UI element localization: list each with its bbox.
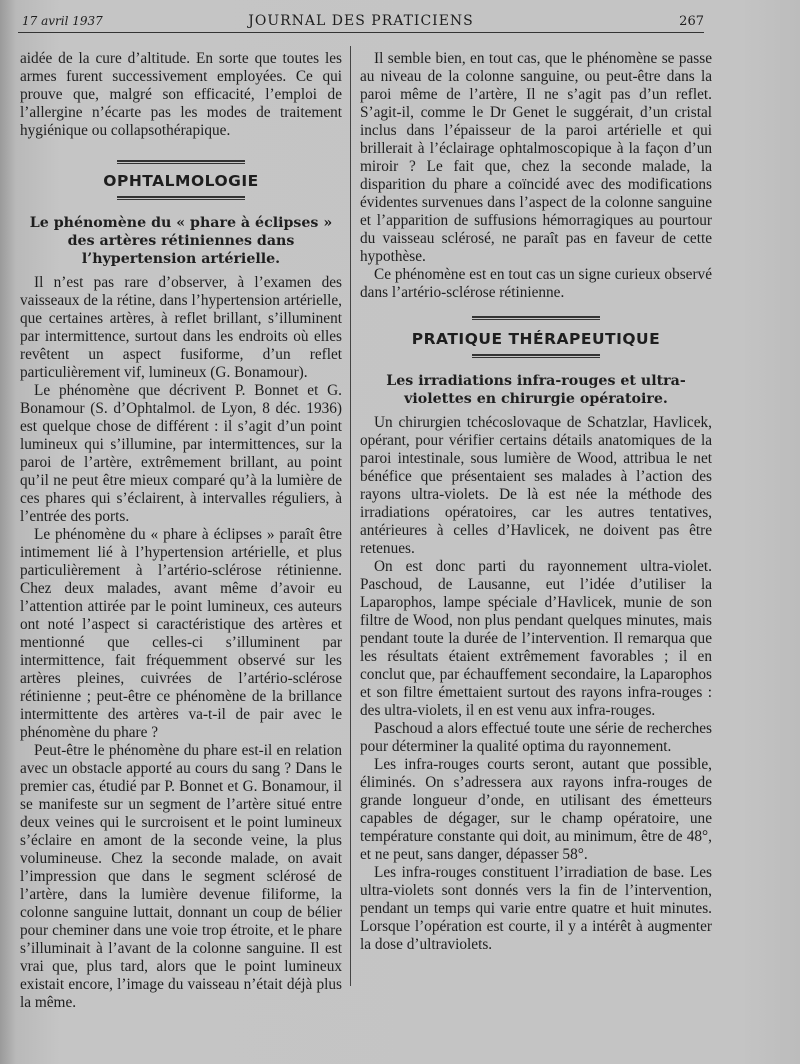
article-paragraph: Ce phénomène est en tout cas un signe curieux observé dans l’artério-sclérose rétinienne. bbox=[360, 266, 712, 301]
article-paragraph: Paschoud a alors effectué toute une série de recherches pour déterminer la qualité optima du rayonnement. bbox=[360, 720, 712, 755]
article-title-irradiations: Les irradiations infra-rouges et ultra-violettes en chirurgie opératoire. bbox=[386, 373, 686, 407]
column-divider bbox=[350, 46, 351, 986]
article-paragraph: On est donc parti du rayonnement ultra-violet. Paschoud, de Lausanne, eut l’idée d’utiliser la Laparophos, lampe spéciale d’Havlicek, munie de son filtre de Wood, non plus pendant quelques minutes, mais pendant toute la durée de l’intervention. Il remarqua que les résultats étaient extrêmement favorables ; il en conclut que, par échauffement secondaire, la Laparophos et son filtre émettaient surtout des rayons infra-rouges : des ultra-violets, il en est venu aux infra-rouges. bbox=[360, 558, 712, 719]
article-paragraph: Il semble bien, en tout cas, que le phénomène se passe au niveau de la colonne sanguine, ou peut-être dans la paroi même de l’artère, Il ne s’agit pas d’un reflet. S’agit-il, comme le Dr Genet le suggérait, d’un cristal inclus dans l’épaisseur de la paroi artérielle et qui brillerait à l’éclairage ophtalmoscopique à la façon d’un miroir ? Le fait que, chez la seconde malade, la disparition du phare a coïncidé avec des modifications évidentes survenues dans l’aspect de la colonne sanguine et l’apparition de suffusions hémorragiques au pourtour du vaisseau sclérosé, ne paraît pas en faveur de cette hypothèse. bbox=[360, 50, 712, 265]
section-heading-pratique: PRATIQUE THÉRAPEUTIQUE bbox=[411, 330, 661, 348]
article-paragraph: Peut-être le phénomène du phare est-il en relation avec un obstacle apporté au cours du sang ? Dans le premier cas, étudié par P. Bonnet et G. Bonamour, il se manifeste sur un segment de l’artère situé entre deux veines qui le surcroisent et le point lumineux s’éclaire en amont de la seconde veine, la plus volumineuse. Chez la seconde malade, on avait l’impression que dans le segment sclérosé de l’artère, dans la lumière devenue filiforme, la colonne sanguine luttait, donnant un coup de bélier pour cheminer dans une voie trop étroite, et le phare s’illuminait à l’avant de la colonne sanguine. Il est vrai que, plus tard, alors que le point lumineux existait encore, l’image du vaisseau n’était déjà plus la même. bbox=[20, 742, 342, 1011]
article-paragraph: Le phénomène du « phare à éclipses » paraît être intimement lié à l’hypertension artérielle, et plus particulièrement à l’artério-sclérose rétinienne. Chez deux malades, avant même d’avoir eu l’attention attirée par le point lumineux, ces auteurs ont noté l’aspect si caractéristique des artères et mentionné que celles-ci s’illuminent par intermittence, fait fréquemment observé sur les artères pleines, cuivrées de l’artério-sclérose rétinienne ; peut-être ce phénomène de la brillance intermittente des artères va-t-il de pair avec le phénomène du phare ? bbox=[20, 526, 342, 741]
article-paragraph: Un chirurgien tchécoslovaque de Schatzlar, Havlicek, opérant, pour vérifier certains détails anatomiques de la paroi intestinale, sous lumière de Wood, attribua le net bénéfice que présentaient ses malades à l’action des rayons ultra-violets. De là est née la méthode des irradiations opératoires, car les autres tentatives, antérieures à celles d’Havlicek, ne doivent pas être retenues. bbox=[360, 414, 712, 557]
page-number: 267 bbox=[679, 14, 704, 29]
journal-title: JOURNAL DES PRATICIENS bbox=[248, 13, 474, 29]
article-title-phare: Le phénomène du « phare à éclipses » des artères rétiniennes dans l’hypertension artérielle. bbox=[29, 215, 333, 267]
running-header bbox=[18, 12, 704, 33]
section-heading-ophtalmologie: OPHTALMOLOGIE bbox=[103, 172, 259, 190]
header-date: 17 avril 1937 bbox=[22, 14, 103, 28]
right-column bbox=[360, 50, 712, 954]
left-column bbox=[20, 50, 342, 1012]
article-paragraph: Les infra-rouges courts seront, autant que possible, éliminés. On s’adressera aux rayons infra-rouges de grande longueur d’onde, en utilisant des émetteurs capables de dégager, sur le champ opératoire, une température constante qui doit, au minimum, être de 48°, et ne peut, sans danger, dépasser 58°. bbox=[360, 756, 712, 863]
article-paragraph: Le phénomène que décrivent P. Bonnet et G. Bonamour (S. d’Ophtalmol. de Lyon, 8 déc. 1936) est quelque chose de différent : il s’agit d’un point lumineux qui s’illumine, par intermittences, sur la paroi de l’artère, extrêmement brillant, au point qu’il ne peut être mieux comparé qu’à la lumière de ces phares qui s’éclairent, à intervalles réguliers, à l’entrée des ports. bbox=[20, 382, 342, 525]
article-paragraph: Il n’est pas rare d’observer, à l’examen des vaisseaux de la rétine, dans l’hypertension artérielle, que certaines artères, à reflet brillant, s’illuminent par intermittence, surtout dans les endroits où elles revêtent un aspect fusiforme, d’un reflet particulièrement vif, lumineux (G. Bonamour). bbox=[20, 274, 342, 381]
article-paragraph: Les infra-rouges constituent l’irradiation de base. Les ultra-violets sont donnés vers la fin de l’intervention, pendant un temps qui varie entre quatre et huit minutes. Lorsque l’opération est courte, il y a intérêt à augmenter la dose d’ultraviolets. bbox=[360, 864, 712, 953]
intro-paragraph: aidée de la cure d’altitude. En sorte que toutes les armes furent successivement employées. Ce qui prouve que, malgré son efficacité, l’emploi de l’allergine n’écarte pas les modes de traitement hygiénique ou collapsothérapique. bbox=[20, 50, 342, 139]
